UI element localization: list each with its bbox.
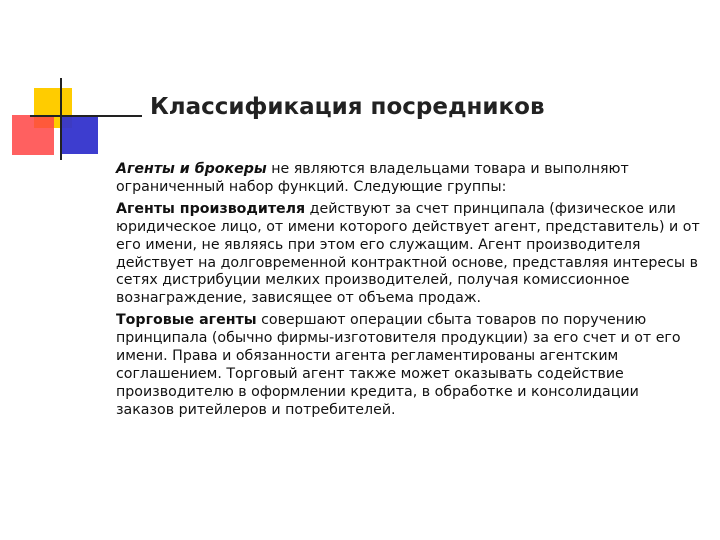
paragraph-lead: Агенты производителя <box>116 200 306 217</box>
logo-blue-square <box>60 116 98 154</box>
paragraph-agents-brokers <box>116 161 701 197</box>
paragraph-sales-agents <box>116 312 701 419</box>
logo-horizontal-line <box>30 115 142 117</box>
paragraph-lead: Торговые агенты <box>116 312 257 329</box>
paragraph-lead: Агенты и брокеры <box>116 161 267 177</box>
slide-title: Классификация посредников <box>150 94 545 120</box>
slide-content <box>116 161 701 420</box>
paragraph-text: не являются владельцами товара и выполняют ограниченный набор функций. Следующие группы: <box>116 161 629 195</box>
logo-red-square <box>12 115 54 155</box>
paragraph-manufacturer-agents <box>116 201 701 308</box>
paragraph-text: действуют за счет принципала (физическое или юридическое лицо, от имени которого действует агент, представитель) и от его имени, не являясь при этом его служащим. Агент производителя действует на долговременной контрактной основе, представляя интересы в сетях дистрибуции мелких производителей, получая комиссионное вознаграждение, зависящее от объема продаж. <box>116 200 700 307</box>
paragraph-text: совершают операции сбыта товаров по поручению принципала (обычно фирмы-изготовителя продукции) за его счет и от его имени. Права и обязанности агента регламентированы агентским соглашением. Торговый агент также может оказывать содействие производителю в оформлении кредита, в обработке и консолидации заказов ритейлеров и потребителей. <box>116 312 681 418</box>
logo-vertical-line <box>60 78 62 160</box>
slide-logo <box>0 0 120 170</box>
